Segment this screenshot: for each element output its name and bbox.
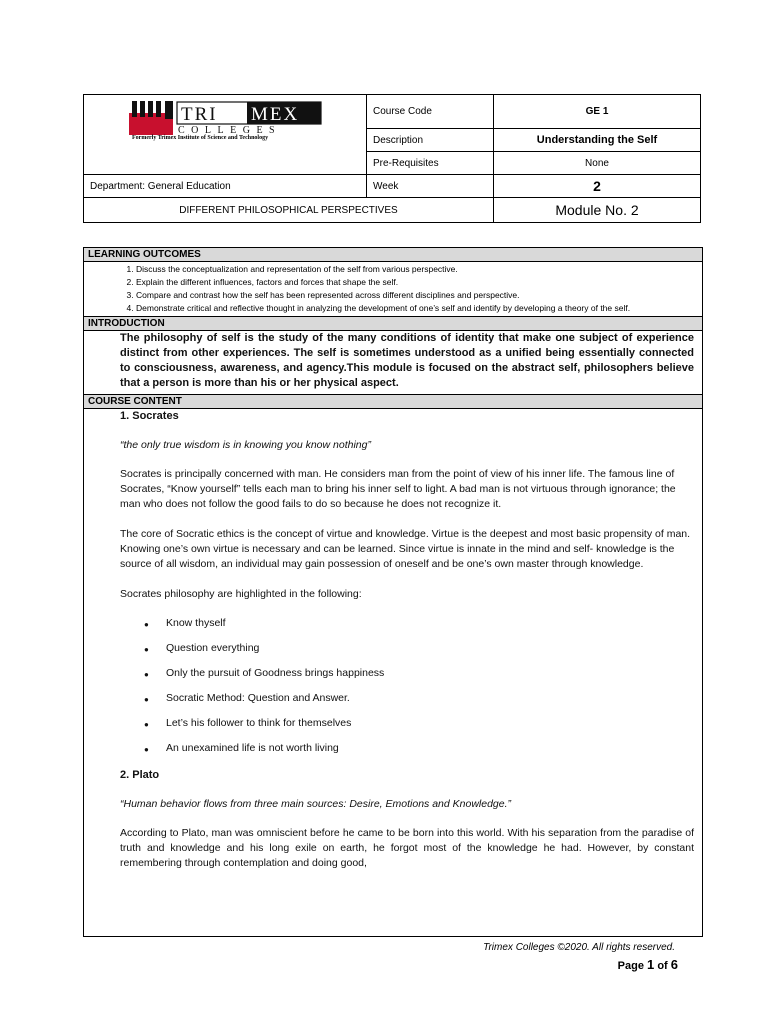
socrates-paragraph: Socrates philosophy are highlighted in the following: <box>120 588 362 600</box>
list-item: ● Know thyself <box>144 616 694 631</box>
list-item: ● Question everything <box>144 641 694 656</box>
module-body <box>83 247 703 937</box>
list-item: ● Socratic Method: Question and Answer. <box>144 691 694 706</box>
list-item: ● An unexamined life is not worth living <box>144 741 694 756</box>
prereq-label: Pre-Requisites <box>367 152 494 175</box>
page-word: Page <box>617 960 644 972</box>
copyright-footer: Trimex Colleges ©2020. All rights reserved. <box>483 942 675 953</box>
header-table <box>83 94 701 223</box>
module-title: DIFFERENT PHILOSOPHICAL PERSPECTIVES <box>84 198 494 223</box>
learning-outcomes-heading: LEARNING OUTCOMES <box>84 248 702 262</box>
list-item: 4. Demonstrate critical and reflective thought in analyzing the development of one’s self and identify by developing a theory of the self. <box>136 302 702 315</box>
svg-text:TRI: TRI <box>181 104 218 125</box>
week-value: 2 <box>494 175 701 198</box>
plato-paragraph: According to Plato, man was omniscient before he came to be born into this world. With his separation from the paradise of truth and knowledge and his long exile on earth, he forgot most of the knowledge he had. However, by constant remembering through contemplation and doing good, <box>120 827 694 869</box>
course-content-heading: COURSE CONTENT <box>84 394 702 409</box>
svg-text:COLLEGES: COLLEGES <box>178 125 282 135</box>
module-number: Module No. 2 <box>494 198 701 223</box>
logo-tagline: Formerly Trimex Institute of Science and Technology <box>132 135 269 141</box>
socrates-paragraph: Socrates is principally concerned with man. He considers man from the point of view of his inner life. The famous line of Socrates, “Know yourself” tells each man to bring his inner self to light. A bad man is not virtuous through ignorance; the man who does not follow the good fails to do so because he does not recognize it. <box>120 468 676 510</box>
plato-quote: “Human behavior flows from three main sources: Desire, Emotions and Knowledge.” <box>120 798 512 810</box>
svg-text:MEX: MEX <box>251 104 300 125</box>
page-number: 1 <box>647 957 655 972</box>
week-label: Week <box>367 175 494 198</box>
list-item: ● Let’s his follower to think for themselves <box>144 716 694 731</box>
of-word: of <box>657 960 668 972</box>
course-content <box>84 409 702 871</box>
prereq-value: None <box>494 152 701 175</box>
socrates-title: 1. Socrates <box>120 410 179 422</box>
page-total: 6 <box>670 957 678 972</box>
socrates-bullets <box>120 616 694 756</box>
socrates-quote: “the only true wisdom is in knowing you know nothing” <box>120 439 371 451</box>
department-cell: Department: General Education <box>84 175 367 198</box>
page-indicator <box>618 957 678 972</box>
list-item: 1. Discuss the conceptualization and representation of the self from various perspective. <box>136 263 702 276</box>
description-label: Description <box>367 129 494 152</box>
logo-cell <box>84 95 367 175</box>
socrates-paragraph: The core of Socratic ethics is the concept of virtue and knowledge. Virtue is the deepest and most basic propensity of man. Knowing one’s own virtue is necessary and can be learned. Since virtue is innate in the mind and self- knowledge is the source of all wisdom, an individual may gain possession of oneself and be one’s own master through knowledge. <box>120 528 691 570</box>
list-item: 3. Compare and contrast how the self has been represented across different disciplines and perspective. <box>136 289 702 302</box>
list-item: ● Only the pursuit of Goodness brings happiness <box>144 666 694 681</box>
description-value: Understanding the Self <box>494 129 701 152</box>
introduction-text: The philosophy of self is the study of the many conditions of identity that make one subject of experience distinct from other experiences. The self is sometimes understood as a unified being essentially connected to consciousness, awareness, and agency.This module is focused on the abstract self, philosophers believe that a person is more than his or her physical aspect. <box>120 332 694 389</box>
plato-title: 2. Plato <box>120 769 160 781</box>
list-item: 2. Explain the different influences, factors and forces that shape the self. <box>136 276 702 289</box>
trimex-logo <box>129 99 329 135</box>
learning-outcomes-list <box>84 262 702 316</box>
course-code-label: Course Code <box>367 95 494 129</box>
course-code-value: GE 1 <box>494 95 701 129</box>
introduction-heading: INTRODUCTION <box>84 316 702 331</box>
